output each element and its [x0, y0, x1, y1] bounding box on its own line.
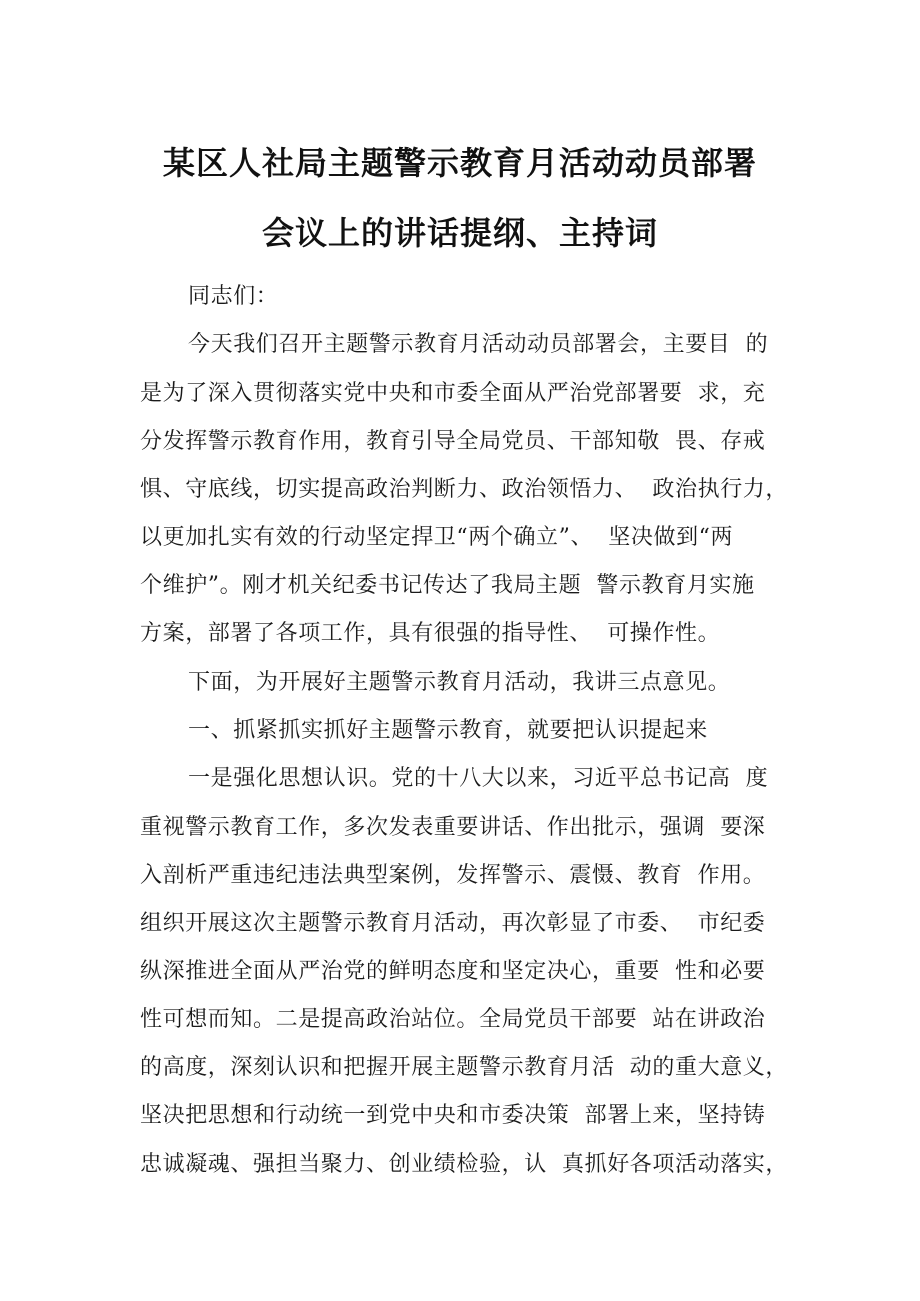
- paragraph-line: 的高度，深刻认识和把握开展主题警示教育月活 动的重大意义，: [140, 1055, 788, 1080]
- section-heading: 一、抓紧抓实抓好主题警示教育，就要把认识提起来: [188, 718, 708, 743]
- paragraph-line: 惧、守底线，切实提高政治判断力、政治领悟力、 政治执行力，: [140, 477, 788, 502]
- paragraph-line: 以更加扎实有效的行动坚定捍卫“两个确立”、 坚决做到“两: [140, 525, 734, 550]
- paragraph-line: 忠诚凝魂、强担当聚力、创业绩检验，认 真抓好各项活动落实，: [140, 1152, 788, 1177]
- paragraph-line: 方案，部署了各项工作，具有很强的指导性、 可操作性。: [140, 621, 721, 646]
- paragraph-line: 重视警示教育工作，多次发表重要讲话、作出批示，强调 要深: [140, 815, 766, 840]
- paragraph-line: 坚决把思想和行动统一到党中央和市委决策 部署上来，坚持铸: [140, 1103, 766, 1128]
- paragraph-line: 个维护”。刚才机关纪委书记传达了我局主题 警示教育月实施: [140, 573, 755, 598]
- paragraph-line: 是为了深入贯彻落实党中央和市委全面从严治党部署要 求，充: [140, 381, 766, 406]
- paragraph-line: 今天我们召开主题警示教育月活动动员部署会，主要目 的: [188, 332, 769, 357]
- paragraph-line: 组织开展这次主题警示教育月活动，再次彰显了市委、 市纪委: [140, 911, 766, 936]
- paragraph-line: 分发挥警示教育作用，教育引导全局党员、干部知敬 畏、存戒: [140, 429, 766, 454]
- document-title-line-1: 某区人社局主题警示教育月活动动员部署: [162, 144, 757, 182]
- paragraph-line: 下面，为开展好主题警示教育月活动，我讲三点意见。: [188, 670, 731, 695]
- paragraph-line: 性可想而知。二是提高政治站位。全局党员干部要 站在讲政治: [140, 1007, 766, 1032]
- paragraph-line: 纵深推进全面从严治党的鲜明态度和坚定决心，重要 性和必要: [140, 959, 766, 984]
- paragraph-line: 一是强化思想认识。党的十八大以来，习近平总书记高 度: [188, 766, 769, 791]
- salutation: 同志们：: [188, 284, 279, 309]
- paragraph-line: 入剖析严重违纪违法典型案例，发挥警示、震慑、教育 作用。: [140, 863, 766, 888]
- document-title-line-2: 会议上的讲话提纲、主持词: [261, 214, 658, 252]
